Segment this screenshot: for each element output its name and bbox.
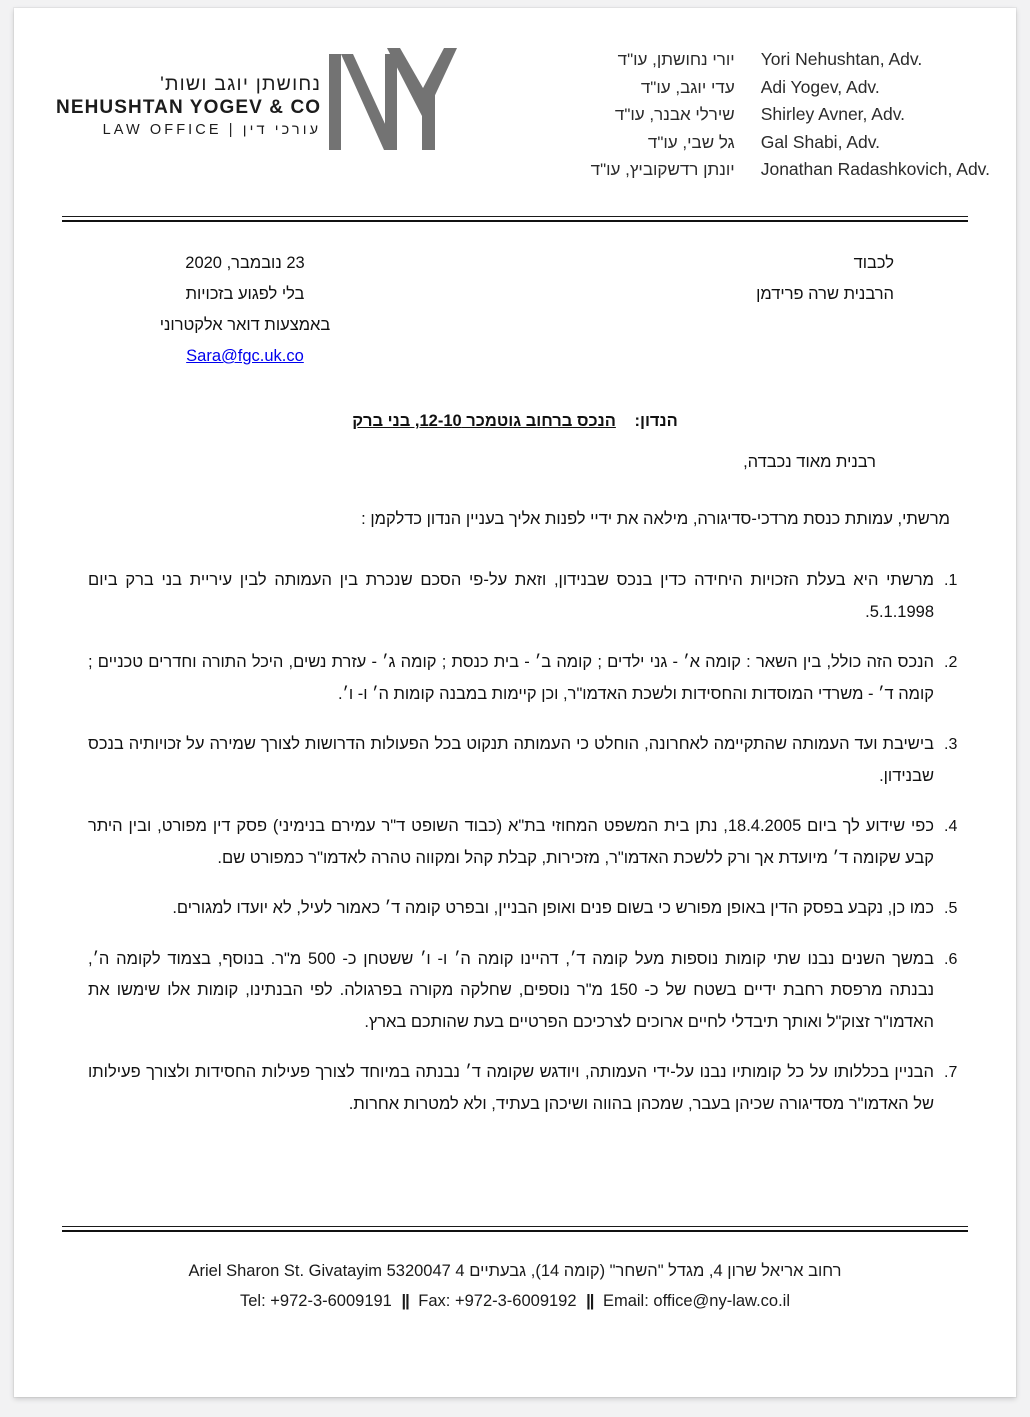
footer-address-english: 4 Ariel Sharon St. Givatayim 5320047 [188, 1262, 465, 1280]
list-item [62, 1057, 968, 1120]
list-item [62, 944, 968, 1039]
attorney-name-en: Jonathan Radashkovich, Adv. [760, 159, 990, 179]
letter-page [14, 8, 1016, 1397]
address-block [62, 248, 968, 372]
list-item [62, 565, 968, 628]
footer-separator: || [401, 1292, 409, 1310]
recipient-name: הרבנית שרה פרידמן [756, 285, 894, 303]
footer-address [62, 1256, 968, 1286]
tel-label: Tel: [240, 1292, 266, 1310]
clause-text: בישיבת ועד העמותה שהתקיימה לאחרונה, הוחלט כי העמותה תנקוט בכל הפעולות הדרושות לצורך שמירה על זכויותיה בנכס שבנידון. [88, 735, 934, 785]
firm-logo-text [56, 46, 321, 141]
clause-number: 6. [944, 950, 958, 968]
clause-number: 7. [944, 1064, 958, 1081]
page-footer [62, 1256, 968, 1316]
clause-text: כפי שידוע לך ביום 18.4.2005, נתן בית המשפט המחוזי בת"א (כבוד השופט ד"ר עמירם בנימיני) פסק דין מפורט, ובין היתר קבע שקומה ד׳ מיועדת אך ורק ללשכת האדמו"ר, מזכירות, קבלת קהל ומקווה טהרה לאדמו"ר כמפורט שם. [88, 817, 934, 867]
ny-monogram-icon [327, 46, 459, 158]
firm-name-english: NEHUSHTAN YOGEV & CO [56, 97, 322, 119]
clause-text: הבניין בכללותו על כל קומותיו נבנו על-ידי העמותה, ויודגש שקומה ד׳ נבנתה במיוחד לצורך פעילות החסידות ולצורך פעילותו של האדמו"ר מסדיגורה שכיהן בעבר, שמכהן בהווה ושיכהן בעתיד, ולא למטרות אחרות. [88, 1063, 934, 1113]
letter-meta-block [62, 248, 370, 372]
attorney-name-he: יונתן רדשקוביץ, עו"ד [590, 160, 735, 179]
attorney-names-english [761, 46, 990, 184]
fax-label: Fax: [418, 1292, 451, 1310]
firm-name-hebrew: נחושתן יוגב ושות' [160, 73, 322, 95]
clause-number: 1. [944, 572, 958, 589]
attorney-names-hebrew [583, 46, 735, 184]
tel-value: +972-3-6009191 [270, 1292, 392, 1310]
footer-separator: || [586, 1292, 594, 1310]
salutation: רבנית מאוד נכבדה, [743, 453, 876, 471]
footer-address-hebrew: רחוב אריאל שרון 4, מגדל "השחר" (קומה 14), גבעתיים [469, 1262, 842, 1280]
attorney-name-he: יורי נחושתן, עו"ד [617, 50, 735, 69]
subject-line [62, 412, 968, 431]
clause-number: 4. [944, 818, 958, 835]
letter-body [62, 248, 968, 1139]
clause-text: מרשתי היא בעלת הזכויות היחידה כדין בנכס שבנידון, וזאת על-פי הסכם שנכרת בין העמותה לבין עיריית בני ברק ביום 5.1.1998. [88, 571, 934, 621]
attorney-name-en: Gal Shabi, Adv. [760, 131, 881, 152]
delivery-method: באמצעות דואר אלקטרוני [159, 316, 331, 334]
attorney-name-en: Adi Yogev, Adv. [760, 76, 880, 97]
header-divider [62, 216, 968, 222]
subject-label: הנדון: [634, 412, 678, 430]
clause-text: הנכס הזה כולל, בין השאר : קומה א׳ - גני ילדים ; קומה ב׳ - בית כנסת ; קומה ג׳ - עזרת נשים, היכל התורה וחדרים טכניים ; קומה ד׳ - משרדי המוסדות והחסידות ולשכת האדמו"ר, וכן קיימות במבנה קומות ה׳ ו- ו׳. [88, 653, 934, 703]
intro-paragraph: מרשתי, עמותת כנסת מרדכי-סדיגורה, מילאה את ידיי לפנות אליך בעניין הנדון כדלקמן : [361, 510, 950, 528]
attorney-name-he: שירלי אבנר, עו"ד [614, 105, 735, 124]
firm-subtitle: LAW OFFICE | עורכי דין [102, 122, 322, 139]
footer-email-value: office@ny-law.co.il [653, 1292, 790, 1310]
attorney-name-en: Yori Nehushtan, Adv. [760, 49, 923, 69]
clause-text: כמו כן, נקבע בפסק הדין באופן מפורש כי בשום פנים ואופן הבניין, ובפרט קומה ד׳ כאמור לעיל, לא יועדו למגורים. [172, 899, 934, 917]
letterhead [14, 34, 1016, 194]
recipient-block [756, 248, 968, 310]
list-item [62, 729, 968, 792]
fax-value: +972-3-6009192 [454, 1292, 577, 1310]
attorney-name-he: עדי יוגב, עו"ד [640, 77, 735, 97]
without-prejudice-note: בלי לפגוע בזכויות [185, 285, 305, 303]
attorney-name-en: Shirley Avner, Adv. [760, 104, 906, 124]
footer-divider [62, 1226, 968, 1232]
letter-date: 23 נובמבר, 2020 [185, 254, 305, 272]
subject-value: הנכס ברחוב גוטמכר 12-10, בני ברק [352, 412, 616, 430]
attorney-list [583, 34, 990, 184]
to-label: לכבוד [853, 254, 894, 272]
numbered-clause-list [62, 565, 968, 1120]
recipient-email-link[interactable]: Sara@fgc.uk.co [186, 347, 304, 365]
list-item [62, 647, 968, 710]
list-item [62, 811, 968, 874]
email-label: Email: [602, 1292, 649, 1310]
attorney-name-he: גל שבי, עו"ד [647, 132, 735, 152]
clause-text: במשך השנים נבנו שתי קומות נוספות מעל קומה ד׳, דהיינו קומה ה׳ ו- ו׳ ששטחן כ- 500 מ"ר. בנוסף, בצמוד לקומה ה׳, נבנתה מרפסת רחבת ידיים בשטח של כ- 150 מ"ר נוספים, שחלקה מקורה בפרגולה. לפי הבנתינו, קומות אלו שימשו את האדמו"ר זצוק"ל ואותך תיבדלי לחיים ארוכים לצרכיכם הפרטיים בעת שהותכם בארץ. [88, 949, 934, 1031]
firm-logo [56, 34, 459, 158]
clause-number: 2. [944, 654, 958, 671]
clause-number: 3. [944, 736, 958, 753]
list-item [62, 893, 968, 925]
clause-number: 5. [944, 900, 958, 917]
footer-contact [62, 1286, 968, 1316]
